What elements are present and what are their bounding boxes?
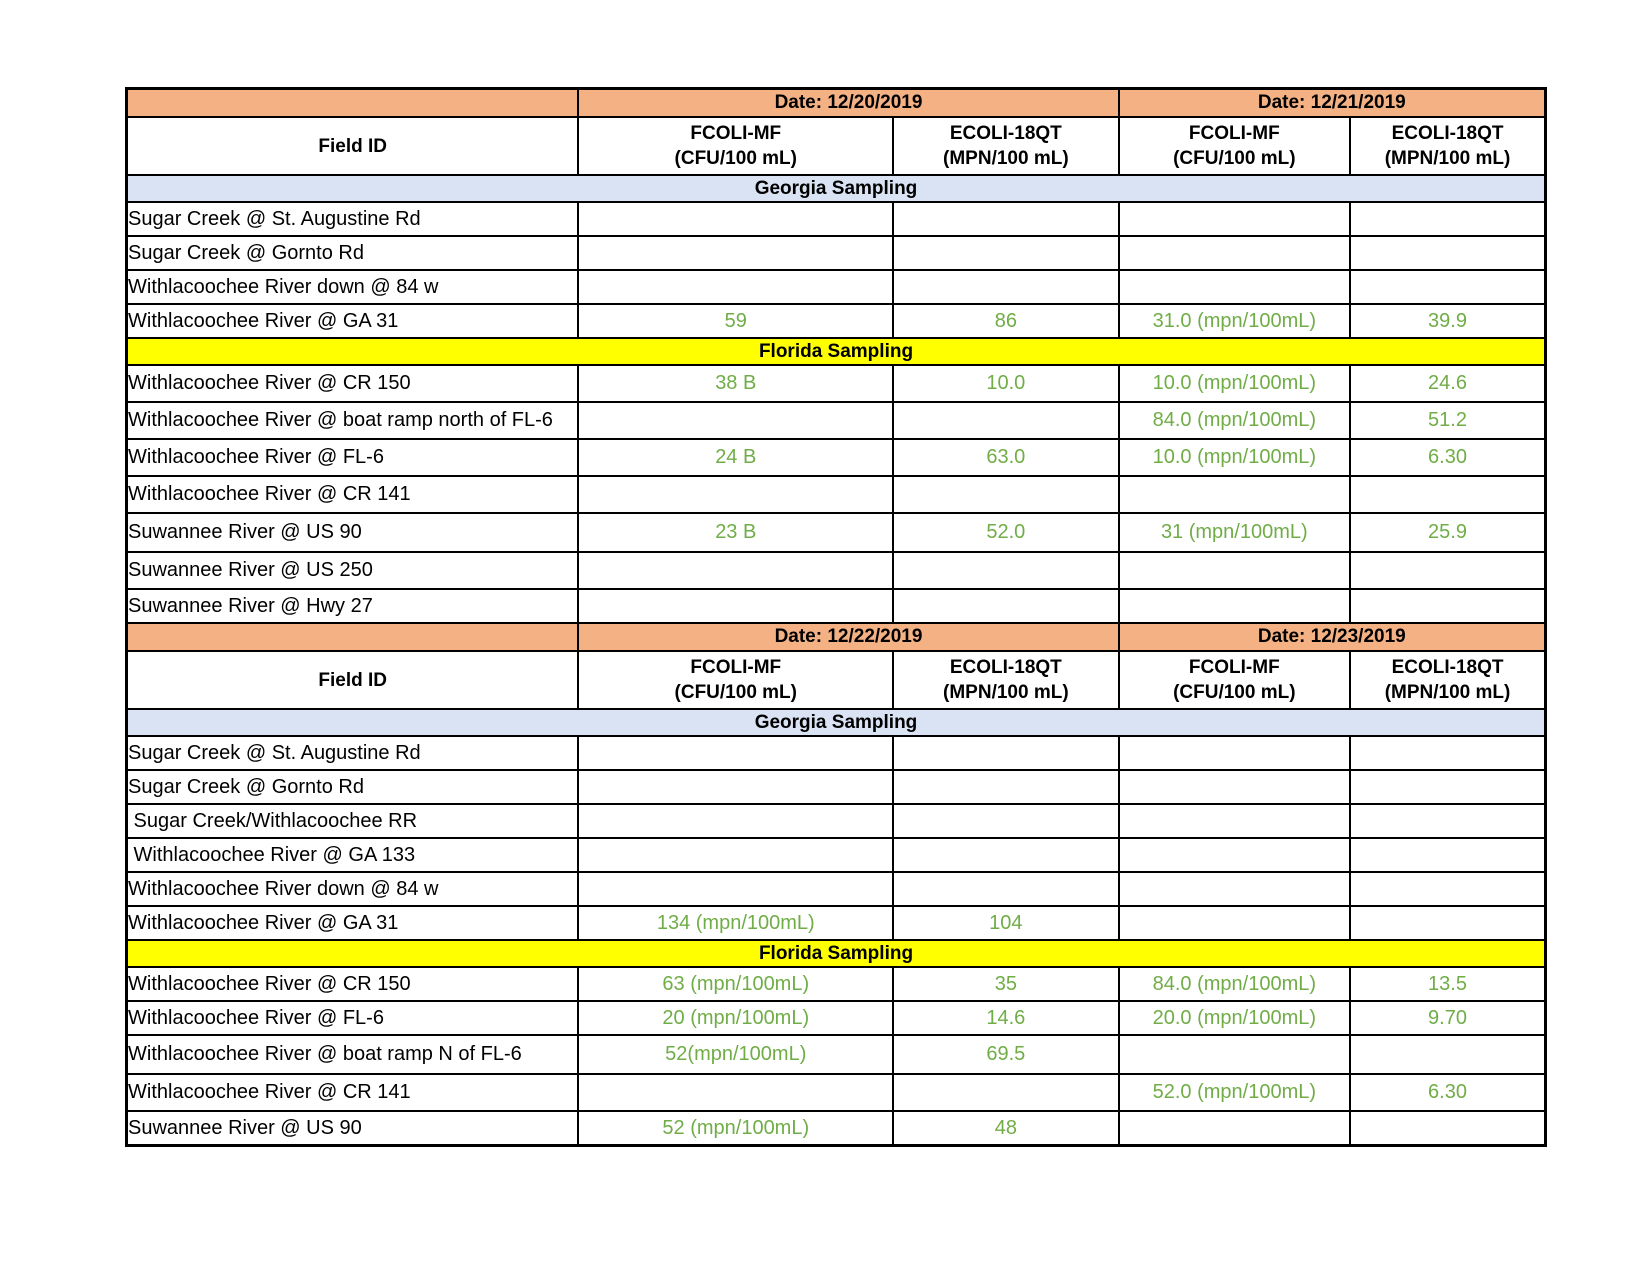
value-cell: 24.6 — [1350, 365, 1545, 402]
value-cell — [1119, 838, 1350, 872]
value-cell — [1350, 872, 1545, 906]
value-cell — [1119, 1111, 1350, 1146]
value-cell — [893, 804, 1118, 838]
value-cell — [893, 589, 1118, 623]
field-id-cell: Withlacoochee River @ CR 141 — [127, 476, 579, 513]
section-header-row — [127, 709, 1546, 736]
value-cell — [1119, 770, 1350, 804]
value-cell — [1350, 906, 1545, 940]
field-id-cell: Withlacoochee River @ GA 133 — [127, 838, 579, 872]
column-header-unit: (MPN/100 mL) — [1384, 148, 1511, 169]
table-row — [127, 439, 1546, 476]
value-cell: 134 (mpn/100mL) — [578, 906, 893, 940]
value-cell — [1119, 804, 1350, 838]
field-id-cell: Withlacoochee River @ GA 31 — [127, 906, 579, 940]
column-header-unit: (MPN/100 mL) — [943, 682, 1069, 703]
value-cell — [1350, 736, 1545, 770]
value-cell: 10.0 (mpn/100mL) — [1119, 439, 1350, 476]
column-header — [578, 117, 893, 175]
value-cell — [893, 838, 1118, 872]
value-cell — [1350, 838, 1545, 872]
table-row — [127, 804, 1546, 838]
value-cell — [578, 202, 893, 236]
field-id-cell: Withlacoochee River @ boat ramp north of FL-6 — [127, 402, 579, 439]
table-row — [127, 906, 1546, 940]
section-header-row — [127, 338, 1546, 365]
column-header-test: FCOLI-MF — [1188, 123, 1280, 144]
value-cell — [578, 872, 893, 906]
value-cell — [578, 402, 893, 439]
value-cell — [893, 402, 1118, 439]
value-cell — [893, 476, 1118, 513]
value-cell — [578, 1074, 893, 1111]
value-cell — [578, 270, 893, 304]
value-cell: 31.0 (mpn/100mL) — [1119, 304, 1350, 338]
column-header — [578, 651, 893, 709]
field-id-cell: Withlacoochee River down @ 84 w — [127, 270, 579, 304]
value-cell: 23 B — [578, 513, 893, 552]
value-cell — [1350, 1035, 1545, 1074]
value-cell: 52(mpn/100mL) — [578, 1035, 893, 1074]
table-row — [127, 402, 1546, 439]
value-cell — [893, 202, 1118, 236]
value-cell: 52.0 — [893, 513, 1118, 552]
column-header-test: ECOLI-18QT — [949, 123, 1062, 144]
value-cell — [1350, 804, 1545, 838]
value-cell: 24 B — [578, 439, 893, 476]
column-header-test: ECOLI-18QT — [1391, 657, 1504, 678]
date-header: Date: 12/21/2019 — [1119, 89, 1546, 118]
section-title: Georgia Sampling — [127, 709, 1546, 736]
value-cell — [893, 872, 1118, 906]
value-cell — [578, 552, 893, 589]
column-header-unit: (CFU/100 mL) — [1173, 148, 1296, 169]
table-row — [127, 552, 1546, 589]
value-cell — [1119, 270, 1350, 304]
date-header-blank — [127, 89, 579, 118]
column-header — [893, 651, 1118, 709]
date-header-blank — [127, 623, 579, 651]
table-row — [127, 1074, 1546, 1111]
field-id-cell: Sugar Creek @ Gornto Rd — [127, 236, 579, 270]
section-header-row — [127, 940, 1546, 967]
date-header: Date: 12/23/2019 — [1119, 623, 1546, 651]
field-id-header: Field ID — [127, 651, 579, 709]
column-header-unit: (MPN/100 mL) — [1384, 682, 1511, 703]
field-id-cell: Sugar Creek @ St. Augustine Rd — [127, 736, 579, 770]
table-row — [127, 513, 1546, 552]
table-row — [127, 202, 1546, 236]
field-id-cell: Withlacoochee River @ FL-6 — [127, 439, 579, 476]
column-header-unit: (MPN/100 mL) — [943, 148, 1069, 169]
sampling-results-table — [125, 87, 1547, 1147]
section-title: Florida Sampling — [127, 940, 1546, 967]
column-header — [1119, 117, 1350, 175]
column-header-unit: (CFU/100 mL) — [674, 148, 797, 169]
column-header-row — [127, 117, 1546, 175]
value-cell — [893, 270, 1118, 304]
value-cell — [893, 236, 1118, 270]
value-cell — [1350, 270, 1545, 304]
field-id-cell: Withlacoochee River @ GA 31 — [127, 304, 579, 338]
value-cell — [1350, 236, 1545, 270]
value-cell: 10.0 — [893, 365, 1118, 402]
table-row — [127, 365, 1546, 402]
field-id-header: Field ID — [127, 117, 579, 175]
column-header — [1119, 651, 1350, 709]
value-cell — [1119, 736, 1350, 770]
field-id-cell: Withlacoochee River @ CR 150 — [127, 365, 579, 402]
date-header-row — [127, 623, 1546, 651]
column-header — [1350, 651, 1545, 709]
field-id-cell: Suwannee River @ US 250 — [127, 552, 579, 589]
value-cell: 52.0 (mpn/100mL) — [1119, 1074, 1350, 1111]
field-id-cell: Suwannee River @ US 90 — [127, 513, 579, 552]
field-id-cell: Suwannee River @ US 90 — [127, 1111, 579, 1146]
value-cell: 63.0 — [893, 439, 1118, 476]
value-cell — [578, 838, 893, 872]
value-cell — [1350, 476, 1545, 513]
table-row — [127, 589, 1546, 623]
value-cell: 25.9 — [1350, 513, 1545, 552]
value-cell: 59 — [578, 304, 893, 338]
value-cell — [1119, 476, 1350, 513]
table-row — [127, 476, 1546, 513]
table-row — [127, 1001, 1546, 1035]
value-cell: 6.30 — [1350, 1074, 1545, 1111]
value-cell — [578, 589, 893, 623]
section-header-row — [127, 175, 1546, 202]
value-cell: 9.70 — [1350, 1001, 1545, 1035]
table-row — [127, 304, 1546, 338]
field-id-cell: Withlacoochee River @ CR 150 — [127, 967, 579, 1001]
value-cell — [1350, 1111, 1545, 1146]
section-title: Florida Sampling — [127, 338, 1546, 365]
column-header-test: FCOLI-MF — [1188, 657, 1280, 678]
table-row — [127, 770, 1546, 804]
table-row — [127, 270, 1546, 304]
value-cell — [1350, 770, 1545, 804]
table-row — [127, 1111, 1546, 1146]
table-row — [127, 838, 1546, 872]
value-cell: 20.0 (mpn/100mL) — [1119, 1001, 1350, 1035]
column-header — [893, 117, 1118, 175]
value-cell — [578, 236, 893, 270]
value-cell: 52 (mpn/100mL) — [578, 1111, 893, 1146]
value-cell — [1119, 872, 1350, 906]
value-cell — [893, 736, 1118, 770]
value-cell — [1119, 202, 1350, 236]
value-cell — [578, 476, 893, 513]
field-id-cell: Withlacoochee River @ CR 141 — [127, 1074, 579, 1111]
value-cell — [893, 1074, 1118, 1111]
date-header: Date: 12/20/2019 — [578, 89, 1118, 118]
value-cell — [1119, 1035, 1350, 1074]
column-header — [1350, 117, 1545, 175]
date-header: Date: 12/22/2019 — [578, 623, 1118, 651]
value-cell: 10.0 (mpn/100mL) — [1119, 365, 1350, 402]
date-header-row — [127, 89, 1546, 118]
value-cell — [1119, 236, 1350, 270]
value-cell: 6.30 — [1350, 439, 1545, 476]
value-cell: 48 — [893, 1111, 1118, 1146]
value-cell: 86 — [893, 304, 1118, 338]
table-row — [127, 736, 1546, 770]
value-cell — [1350, 202, 1545, 236]
field-id-cell: Withlacoochee River down @ 84 w — [127, 872, 579, 906]
value-cell: 39.9 — [1350, 304, 1545, 338]
value-cell: 31 (mpn/100mL) — [1119, 513, 1350, 552]
field-id-cell: Sugar Creek @ St. Augustine Rd — [127, 202, 579, 236]
section-title: Georgia Sampling — [127, 175, 1546, 202]
table-row — [127, 872, 1546, 906]
value-cell: 38 B — [578, 365, 893, 402]
column-header-test: FCOLI-MF — [690, 657, 782, 678]
column-header-test: ECOLI-18QT — [949, 657, 1062, 678]
field-id-cell: Withlacoochee River @ boat ramp N of FL-6 — [127, 1035, 579, 1074]
value-cell — [1350, 589, 1545, 623]
value-cell: 104 — [893, 906, 1118, 940]
value-cell — [1119, 906, 1350, 940]
value-cell: 13.5 — [1350, 967, 1545, 1001]
table-row — [127, 1035, 1546, 1074]
value-cell: 69.5 — [893, 1035, 1118, 1074]
value-cell — [578, 770, 893, 804]
value-cell — [893, 770, 1118, 804]
value-cell: 14.6 — [893, 1001, 1118, 1035]
value-cell: 51.2 — [1350, 402, 1545, 439]
column-header-test: ECOLI-18QT — [1391, 123, 1504, 144]
value-cell: 63 (mpn/100mL) — [578, 967, 893, 1001]
value-cell: 84.0 (mpn/100mL) — [1119, 967, 1350, 1001]
field-id-cell: Sugar Creek/Withlacoochee RR — [127, 804, 579, 838]
column-header-unit: (CFU/100 mL) — [1173, 682, 1296, 703]
column-header-row — [127, 651, 1546, 709]
table-row — [127, 967, 1546, 1001]
column-header-test: FCOLI-MF — [690, 123, 782, 144]
field-id-cell: Sugar Creek @ Gornto Rd — [127, 770, 579, 804]
value-cell: 84.0 (mpn/100mL) — [1119, 402, 1350, 439]
value-cell: 35 — [893, 967, 1118, 1001]
value-cell — [893, 552, 1118, 589]
field-id-cell: Suwannee River @ Hwy 27 — [127, 589, 579, 623]
value-cell — [1350, 552, 1545, 589]
value-cell — [1119, 589, 1350, 623]
value-cell — [578, 804, 893, 838]
value-cell — [578, 736, 893, 770]
field-id-cell: Withlacoochee River @ FL-6 — [127, 1001, 579, 1035]
column-header-unit: (CFU/100 mL) — [674, 682, 797, 703]
table-row — [127, 236, 1546, 270]
value-cell: 20 (mpn/100mL) — [578, 1001, 893, 1035]
value-cell — [1119, 552, 1350, 589]
